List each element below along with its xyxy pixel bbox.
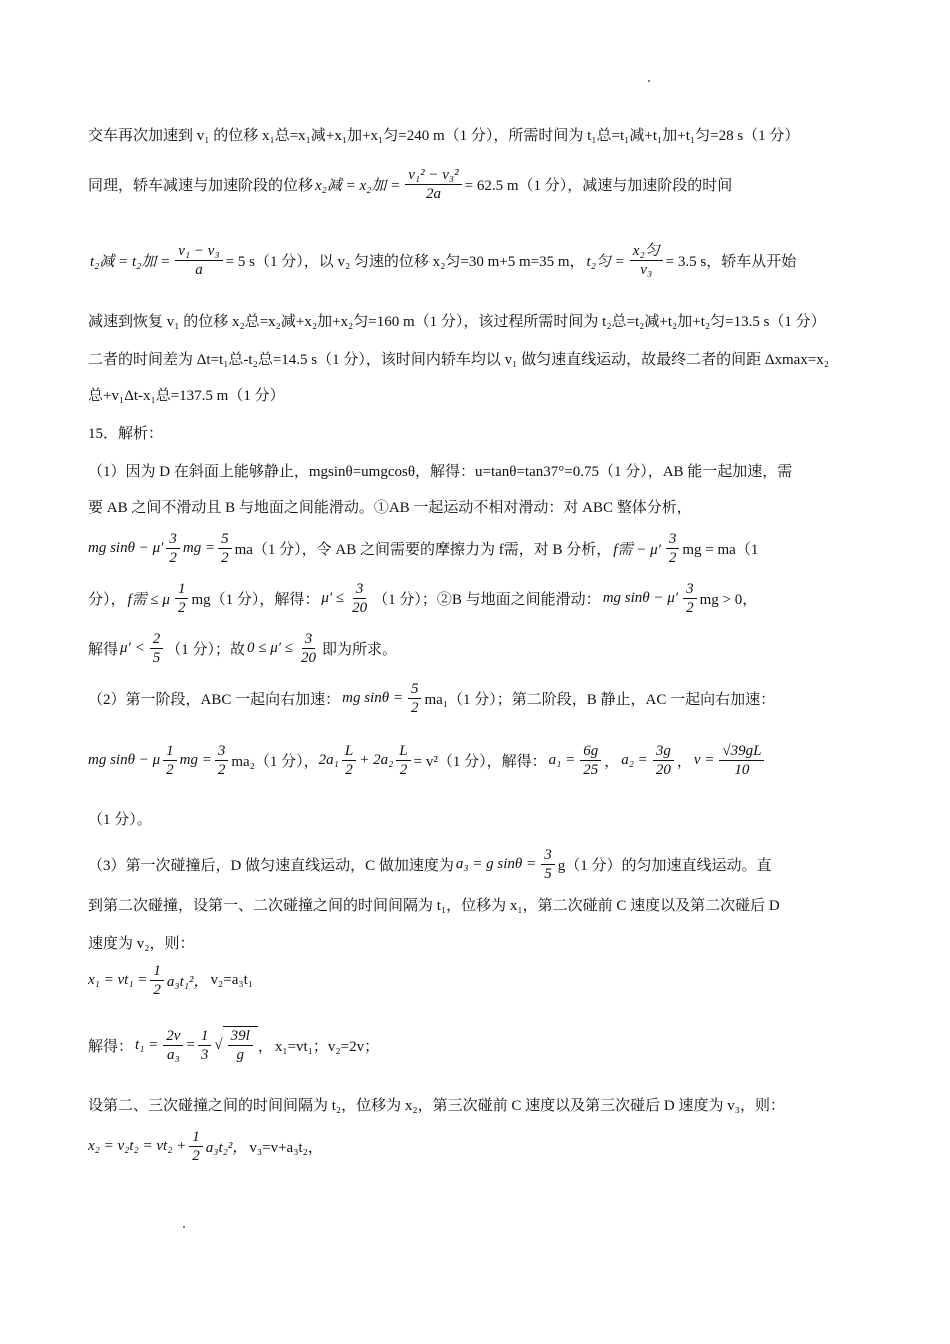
denominator: 20	[352, 600, 368, 616]
text-line: 二者的时间差为 Δt=t₁总-t₂总=14.5 s（1 分），该时间内轿车均以 v₁ 做匀速直线运动，故最终二者的间距 Δxmax=x₂	[88, 352, 830, 368]
math: mg sinθ − μ′	[88, 540, 164, 556]
fraction	[298, 630, 319, 667]
math: + 2a₂	[359, 752, 394, 768]
numerator: 3	[302, 630, 316, 649]
math: a₃t₂²，	[205, 1140, 248, 1156]
fraction	[541, 846, 555, 883]
math: x₂减 = x₂加 =	[315, 178, 401, 194]
math: x₁ = vt₁ =	[88, 972, 148, 988]
text: =	[186, 1036, 195, 1053]
math: 2a₁	[318, 752, 339, 768]
fraction	[719, 742, 764, 779]
fraction	[175, 580, 189, 617]
denominator: 5	[152, 650, 161, 666]
denominator: 20	[655, 762, 671, 778]
numerator: 1	[150, 962, 164, 981]
square-root	[214, 1026, 257, 1064]
math: mg =	[179, 752, 212, 768]
text: = 62.5 m（1 分），减速与加速阶段的时间	[464, 178, 733, 194]
numerator: 1	[189, 1128, 203, 1147]
equation-line	[88, 680, 775, 717]
math: a₃t₁²，	[166, 974, 209, 990]
text: mg > 0，	[699, 592, 758, 608]
equation-line	[88, 742, 767, 779]
numerator: 3	[166, 530, 180, 549]
fraction	[342, 742, 356, 779]
numerator: 3	[666, 530, 680, 549]
numerator: 39l	[228, 1027, 253, 1046]
denominator: a₃	[167, 1046, 180, 1063]
text: 解得：	[88, 1038, 134, 1055]
denominator: 25	[583, 762, 599, 778]
fraction	[653, 742, 674, 779]
denominator: 5	[544, 866, 552, 882]
fraction	[198, 1027, 212, 1064]
text: 解得	[88, 642, 119, 658]
equation-line	[88, 846, 771, 883]
denominator: 2	[169, 550, 177, 566]
fraction	[349, 580, 370, 617]
fraction	[683, 580, 697, 617]
fraction	[666, 530, 680, 567]
fraction	[215, 742, 229, 779]
fraction	[150, 962, 164, 999]
equation-line	[88, 530, 758, 567]
numerator: 6g	[580, 742, 601, 761]
fraction	[580, 742, 601, 779]
numerator: 3g	[653, 742, 674, 761]
denominator: 2	[668, 550, 677, 566]
fraction	[396, 742, 410, 779]
scan-dot	[183, 1226, 185, 1228]
text: = 3.5 s，轿车从开始	[665, 254, 797, 270]
numerator: x₂匀	[630, 242, 663, 261]
text: （2）第一阶段，ABC 一起向右加速：	[88, 692, 341, 708]
text: 即为所求。	[322, 642, 398, 658]
fraction	[189, 1128, 203, 1165]
math: μ′ <	[120, 640, 145, 656]
text: v₂=a₃t₁	[210, 972, 254, 988]
denominator: 3	[200, 1046, 209, 1063]
fraction	[175, 242, 222, 279]
equation-line	[88, 1026, 381, 1064]
scan-dot	[648, 80, 650, 82]
text: 同理，轿车减速与加速阶段的位移	[88, 178, 314, 194]
math: f需 − μ′	[613, 542, 661, 558]
text-line: （1）因为 D 在斜面上能够静止，mgsinθ=umgcosθ，解得：u=tanθ=tan37°=0.75（1 分），AB 能一起加速，需	[88, 464, 793, 480]
denominator: g	[236, 1047, 244, 1063]
denominator: 2	[217, 762, 226, 778]
text: 分），	[88, 592, 126, 608]
equation-line	[88, 166, 732, 203]
numerator: v₁ − v₃	[175, 242, 222, 261]
text-line: （1 分）。	[88, 812, 152, 828]
denominator: 2	[399, 762, 408, 778]
denominator: 2	[192, 1148, 200, 1164]
math: μ′ ≤	[321, 590, 345, 606]
text-line: 到第二次碰撞，设第一、二次碰撞之间的时间间隔为 t₁，位移为 x₁，第二次碰前 C 速度以及第二次碰后 D	[88, 898, 780, 914]
math: t₁ =	[135, 1036, 159, 1053]
math: mg =	[182, 540, 216, 556]
denominator: v₃	[640, 262, 653, 278]
radical-sign-icon: √	[214, 1036, 223, 1053]
denominator: 2	[345, 762, 353, 778]
text: = v²（1 分），解得：	[413, 754, 547, 770]
numerator: 3	[683, 580, 697, 599]
numerator: 3	[541, 846, 555, 865]
text: mg = ma（1	[682, 542, 759, 558]
math: t₂减 = t₂加 =	[90, 254, 171, 270]
math: a₁ =	[548, 752, 576, 768]
denominator: 2a	[425, 186, 441, 202]
math: a₂ =	[621, 752, 648, 768]
numerator: 5	[218, 530, 232, 549]
text-line: 设第二、三次碰撞之间的时间间隔为 t₂，位移为 x₂，第三次碰前 C 速度以及第三次碰后 D 速度为 v₃，则：	[88, 1098, 785, 1114]
denominator: 20	[301, 650, 316, 666]
numerator: 3	[353, 580, 367, 599]
text: mg（1 分），解得：	[191, 592, 320, 608]
text: = 5 s（1 分），以 v₂ 匀速的位移 x₂匀=30 m+5 m=35 m，	[225, 254, 585, 270]
equation-line	[88, 630, 397, 667]
denominator: 2	[686, 600, 694, 616]
text: ，	[676, 754, 692, 770]
denominator: 10	[734, 762, 750, 778]
numerator: v₁² − v₃²	[405, 166, 461, 185]
math: v =	[693, 752, 715, 768]
text: ，	[604, 754, 620, 770]
denominator: 2	[177, 600, 186, 616]
fraction	[166, 530, 180, 567]
text: ma₁（1 分）；第二阶段，B 静止，AC 一起向右加速：	[424, 692, 776, 708]
numerator: 1	[198, 1027, 212, 1046]
denominator: 2	[166, 762, 174, 778]
section-heading: 15．解析：	[88, 426, 164, 442]
denominator: 2	[221, 550, 229, 566]
math: mg sinθ =	[342, 690, 403, 706]
text: ma（1 分），令 AB 之间需要的摩擦力为 f需，对 B 分析，	[234, 542, 612, 558]
math: 0 ≤ μ′ ≤	[246, 640, 293, 656]
text: ma₂（1 分），	[231, 754, 319, 770]
math: f需 ≤ μ	[127, 592, 170, 608]
equation-line	[88, 962, 255, 999]
text-line: 交车再次加速到 v₁ 的位移 x₁总=x₁减+x₁加+x₁匀=240 m（1 分），所需时间为 t₁总=t₁减+t₁加+t₁匀=28 s（1 分）	[88, 128, 800, 144]
text: v₃=v+a₃t₂，	[249, 1140, 323, 1156]
math: x₂ = v₂t₂ = vt₂ +	[88, 1138, 187, 1154]
text: （1 分）；故	[166, 642, 245, 658]
numerator: 2	[150, 630, 164, 649]
text-line: 速度为 v₂，则：	[88, 936, 195, 952]
denominator: a	[195, 262, 203, 278]
text: x₁=vt₁；v₂=2v；	[274, 1038, 380, 1055]
text-line: 总+v₁Δt-x₁总=137.5 m（1 分）	[88, 388, 285, 404]
numerator: 3	[215, 742, 229, 761]
denominator: 2	[153, 982, 161, 998]
numerator: L	[342, 742, 356, 761]
equation-line	[88, 580, 757, 617]
equation-line	[88, 242, 796, 279]
numerator: √39gL	[719, 742, 764, 761]
numerator: 1	[175, 580, 189, 599]
fraction	[163, 742, 177, 779]
fraction	[630, 242, 663, 279]
text: ，	[257, 1038, 273, 1055]
equation-line	[88, 1128, 325, 1165]
text: （1 分）；②B 与地面之间能滑动：	[373, 592, 601, 608]
fraction	[405, 166, 461, 203]
numerator: L	[396, 742, 410, 761]
math: t₂匀 =	[586, 254, 625, 270]
numerator: 1	[163, 742, 177, 761]
fraction	[163, 1027, 183, 1064]
numerator: 5	[408, 680, 422, 699]
fraction	[408, 680, 422, 717]
text: g（1 分）的匀加速直线运动。直	[557, 858, 772, 874]
math: a₃ = g sinθ =	[455, 856, 537, 872]
denominator: 2	[410, 700, 419, 716]
text-line: 减速到恢复 v₁ 的位移 x₂总=x₂减+x₂加+x₂匀=160 m（1 分），该过程所需时间为 t₂总=t₂减+t₂加+t₂匀=13.5 s（1 分）	[88, 314, 826, 330]
math: mg sinθ − μ	[88, 752, 161, 768]
text: （3）第一次碰撞后，D 做匀速直线运动，C 做加速度为	[88, 858, 454, 874]
text-line: 要 AB 之间不滑动且 B 与地面之间能滑动。①AB 一起运动不相对滑动：对 ABC 整体分析，	[88, 500, 692, 516]
fraction	[150, 630, 164, 667]
numerator: 2v	[163, 1027, 183, 1046]
math: mg sinθ − μ′	[602, 590, 679, 606]
fraction	[218, 530, 232, 567]
